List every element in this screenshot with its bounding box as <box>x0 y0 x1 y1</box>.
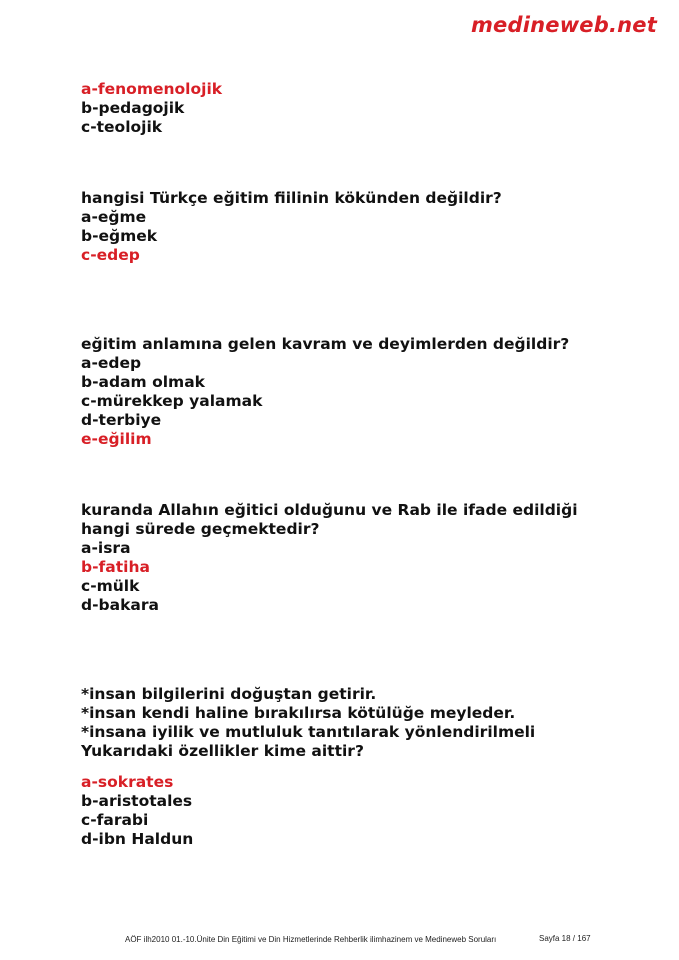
answer-option: d-bakara <box>81 596 159 614</box>
statement-text: *insan kendi haline bırakılırsa kötülüğe meyleder. <box>81 704 516 722</box>
answer-option: c-teolojik <box>81 118 163 136</box>
answer-option: b-pedagojik <box>81 99 185 117</box>
question-block <box>81 189 641 265</box>
answer-option: d-terbiye <box>81 411 162 429</box>
question-block <box>81 80 641 137</box>
correct-answer-option: b-fatiha <box>81 558 150 576</box>
correct-answer-option: e-eğilim <box>81 430 152 448</box>
question-block <box>81 501 641 615</box>
question-list <box>81 80 641 849</box>
footer-title: AÖF ilh2010 01.-10.Ünite Din Eğitimi ve Din Hizmetlerinde Rehberlik ilimhazinem ve Medineweb Soruları <box>125 935 497 944</box>
site-logo-text: medineweb.net <box>470 13 657 37</box>
correct-answer-option: a-fenomenolojik <box>81 80 223 98</box>
answer-option: b-aristotales <box>81 792 193 810</box>
question-block <box>81 685 641 761</box>
correct-answer-option: a-sokrates <box>81 773 174 791</box>
correct-answer-option: c-edep <box>81 246 140 264</box>
answer-option: c-mürekkep yalamak <box>81 392 263 410</box>
question-text: kuranda Allahın eğitici olduğunu ve Rab ile ifade edildiği <box>81 501 578 519</box>
answer-option: c-mülk <box>81 577 140 595</box>
question-text: hangisi Türkçe eğitim fiilinin kökünden değildir? <box>81 189 502 207</box>
question-block <box>81 335 641 449</box>
page-number: Sayfa 18 / 167 <box>539 934 591 943</box>
answer-option: c-farabi <box>81 811 149 829</box>
question-text: hangi sürede geçmektedir? <box>81 520 320 538</box>
answer-options-block <box>81 773 641 849</box>
answer-option: a-edep <box>81 354 142 372</box>
statement-text: *insan bilgilerini doğuştan getirir. <box>81 685 377 703</box>
answer-option: a-eğme <box>81 208 147 226</box>
answer-option: b-adam olmak <box>81 373 205 391</box>
question-text: Yukarıdaki özellikler kime aittir? <box>81 742 364 760</box>
answer-option: b-eğmek <box>81 227 158 245</box>
answer-option: a-isra <box>81 539 131 557</box>
statement-text: *insana iyilik ve mutluluk tanıtılarak yönlendirilmeli <box>81 723 536 741</box>
question-text: eğitim anlamına gelen kavram ve deyimlerden değildir? <box>81 335 570 353</box>
page-footer <box>125 935 605 944</box>
answer-option: d-ibn Haldun <box>81 830 194 848</box>
